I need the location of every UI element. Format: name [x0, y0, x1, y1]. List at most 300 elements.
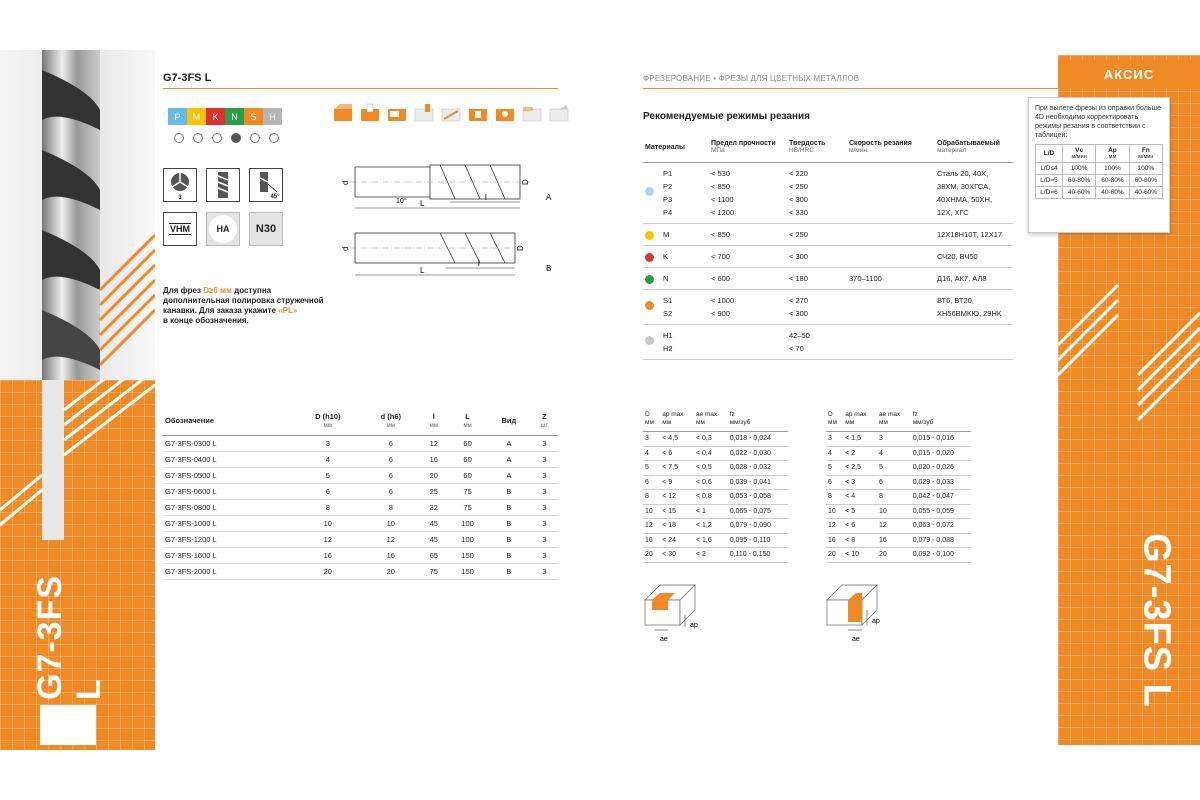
speed-value-cell	[847, 224, 935, 246]
ha-tile	[206, 212, 240, 246]
table-cell: 60	[448, 436, 487, 452]
col-z: Z шт	[531, 408, 558, 436]
table-cell: L/D≤4	[1036, 163, 1063, 175]
note-text: канавки. Для заказа укажите	[163, 306, 279, 315]
workpiece-material-cell	[935, 246, 1013, 268]
table-row	[163, 468, 558, 484]
dim-l-b: l	[478, 259, 480, 268]
table-row	[163, 484, 558, 500]
table-cell: B	[487, 484, 531, 500]
helix-flute-icon	[213, 170, 233, 200]
op-slot-icon	[332, 101, 354, 123]
ld-header-name: Ap	[1108, 147, 1117, 154]
dim-l-a: l	[485, 193, 487, 202]
col-designation: Обозначение	[163, 408, 293, 436]
dimensions-table	[163, 408, 558, 580]
op-helical-icon	[494, 101, 516, 123]
material-group-row	[643, 268, 1013, 290]
col-speed: Скорость резания м/мин.	[847, 136, 935, 163]
feed-header-line: мм	[845, 419, 855, 426]
table-cell: 32	[419, 500, 448, 516]
table-cell: G7-3FS-1600 L	[163, 548, 293, 564]
ld-header-name: L/D	[1043, 150, 1055, 157]
table-cell: 60	[448, 468, 487, 484]
table-cell: 60-80%	[1096, 175, 1129, 187]
table-cell: < 7,5	[660, 461, 694, 476]
table-cell: 6	[362, 484, 419, 500]
table-cell: < 12	[660, 490, 694, 505]
suitability-s	[250, 133, 260, 143]
col-materials: Материалы	[643, 136, 709, 163]
flutes-tile	[163, 168, 197, 202]
table-row	[1036, 175, 1163, 187]
right-corner-box	[1118, 745, 1200, 800]
workpiece-material-cell	[935, 290, 1013, 325]
table-cell: 4	[877, 446, 911, 461]
table-cell: 16	[362, 548, 419, 564]
table-row	[1036, 163, 1163, 175]
feed-header-line: мм	[662, 419, 672, 426]
table-cell: 75	[419, 564, 448, 580]
hardness-value: 42–50	[789, 331, 810, 340]
dim-D-a: D	[521, 179, 530, 185]
material-code: P1	[663, 169, 673, 178]
strength-value-cell	[709, 246, 787, 268]
workpiece-material: ХН56ВМКЮ, 29НК	[937, 309, 1002, 318]
table-row	[163, 532, 558, 548]
table-cell: < 15	[660, 504, 694, 519]
strength-value: < 700	[711, 252, 730, 261]
table-cell: 60	[448, 452, 487, 468]
table-cell: < 0,5	[694, 461, 728, 476]
table-cell: 4	[643, 446, 660, 461]
group-color-cell	[643, 224, 661, 246]
col-d: d (h6) мм	[362, 408, 419, 436]
op-plunge-icon	[467, 101, 489, 123]
table-cell: 3	[531, 468, 558, 484]
feed-header-line: мм	[695, 419, 705, 426]
strength-value-cell	[709, 224, 787, 246]
table-row	[826, 446, 971, 461]
ld-header	[1036, 145, 1063, 163]
hardness-value: < 300	[789, 309, 808, 318]
page-title: G7-3FS L	[163, 72, 212, 84]
suitability-m	[193, 133, 203, 143]
drawing-type-b	[330, 225, 560, 285]
feed-header	[660, 410, 694, 432]
table-cell: 0,095 - 0,110	[728, 533, 788, 548]
table-row	[643, 446, 788, 461]
type-b-label: B	[546, 264, 552, 273]
material-group-dot	[645, 187, 654, 196]
vhm-tile	[163, 212, 197, 246]
table-cell: < 3	[843, 475, 877, 490]
table-cell: 0,029 - 0,033	[911, 475, 971, 490]
feed-header	[877, 410, 911, 432]
polishing-note	[163, 286, 343, 326]
strength-value-cell	[709, 268, 787, 290]
workpiece-material: 12Х18Н10Т, 12Х17	[937, 230, 1003, 239]
speed-value: 370–1100	[849, 274, 882, 283]
feed-header-line: D	[645, 411, 650, 418]
table-cell: G7-3FS-0300 L	[163, 436, 293, 452]
group-color-cell	[643, 268, 661, 290]
table-cell: 6	[362, 468, 419, 484]
table-cell: 3	[293, 436, 362, 452]
helix-angle-value: 45°	[270, 194, 280, 200]
table-row	[826, 519, 971, 534]
brand-band	[1058, 60, 1200, 88]
dim-d-b: d	[341, 246, 350, 251]
right-vertical-title: G7-3FS L	[1135, 532, 1178, 708]
material-group-row	[643, 224, 1013, 246]
table-cell: 16	[419, 452, 448, 468]
material-code-cell	[661, 290, 709, 325]
ap-label-2: ap	[872, 618, 880, 625]
table-cell: 16	[877, 533, 911, 548]
material-code-cell	[661, 325, 709, 360]
helix-tile	[206, 168, 240, 202]
table-cell: G7-3FS-0400 L	[163, 452, 293, 468]
left-corner-box	[40, 705, 96, 745]
table-cell: L/D=5	[1036, 175, 1063, 187]
feed-header	[826, 410, 843, 432]
table-cell: 100%	[1096, 163, 1129, 175]
feed-header	[843, 410, 877, 432]
table-cell: 12	[826, 519, 843, 534]
hardness-value: < 300	[789, 195, 808, 204]
material-code: H1	[663, 331, 673, 340]
table-cell: < 6	[660, 446, 694, 461]
table-row	[163, 516, 558, 532]
table-row	[643, 533, 788, 548]
hardness-value: < 220	[789, 169, 808, 178]
table-cell: 3	[531, 484, 558, 500]
table-cell: B	[487, 516, 531, 532]
table-cell: 3	[531, 532, 558, 548]
ae-label-2: ae	[852, 636, 860, 643]
hardness-value-cell	[787, 268, 847, 290]
table-cell: 0,015 - 0,016	[911, 432, 971, 447]
workpiece-material-cell	[935, 268, 1013, 290]
table-cell: 100	[448, 532, 487, 548]
hardness-value: < 330	[789, 208, 808, 217]
table-cell: 5	[877, 461, 911, 476]
table-cell: 3	[643, 432, 660, 447]
table-cell: 20	[826, 548, 843, 563]
table-cell: A	[487, 468, 531, 484]
material-code-cell	[661, 246, 709, 268]
flutes-count: 3	[178, 195, 182, 200]
material-code: S1	[663, 296, 673, 305]
feed-header	[728, 410, 788, 432]
chip-n: N	[225, 108, 244, 125]
hardness-value-cell	[787, 224, 847, 246]
table-cell: < 10	[843, 548, 877, 563]
feed-header-line: ap max	[845, 411, 867, 418]
table-cell: 20	[877, 548, 911, 563]
table-cell: < 1,2	[694, 519, 728, 534]
material-code: P3	[663, 195, 673, 204]
table-cell: G7-3FS-0800 L	[163, 500, 293, 516]
feed-header-line: мм/зуб	[912, 419, 934, 426]
table-cell: 10	[643, 504, 660, 519]
table-cell: 0,079 - 0,090	[728, 519, 788, 534]
table-cell: 0,020 - 0,026	[911, 461, 971, 476]
group-color-cell	[643, 290, 661, 325]
table-cell: 20	[362, 564, 419, 580]
side-milling-sketch	[822, 575, 892, 645]
table-cell: 4	[293, 452, 362, 468]
workpiece-material: 12Х, ХГС	[937, 208, 969, 217]
helix-angle-tile	[249, 168, 283, 202]
table-cell: 8	[362, 500, 419, 516]
strength-value: < 1000	[711, 296, 735, 305]
note-highlight-pl: «PL»	[278, 306, 298, 315]
table-cell: 3	[826, 432, 843, 447]
table-cell: 16	[643, 533, 660, 548]
table-row	[163, 452, 558, 468]
feed-header-line: ae max	[695, 411, 718, 418]
feed-header-line: ae max	[878, 411, 901, 418]
dimensions-body	[163, 436, 558, 580]
table-cell: 45	[419, 516, 448, 532]
chip-m: M	[187, 108, 206, 125]
table-cell: 6	[362, 452, 419, 468]
table-cell: < 1	[694, 504, 728, 519]
feed-header-line: fz	[729, 411, 735, 418]
strength-value: < 530	[711, 169, 730, 178]
table-row	[826, 504, 971, 519]
table-row	[643, 432, 788, 447]
table-cell: 0,022 - 0,030	[728, 446, 788, 461]
table-cell: 12	[419, 436, 448, 452]
material-code: P4	[663, 208, 673, 217]
strength-value: < 850	[711, 182, 730, 191]
hardness-value-cell	[787, 325, 847, 360]
table-cell: 3	[531, 516, 558, 532]
op-face-icon	[521, 101, 543, 123]
operation-icons	[332, 101, 575, 123]
table-cell: 0,063 - 0,072	[911, 519, 971, 534]
table-row	[826, 490, 971, 505]
op-ramp-icon	[440, 101, 462, 123]
material-group-dot	[645, 301, 654, 310]
table-row	[1036, 187, 1163, 199]
workpiece-material-cell	[935, 224, 1013, 246]
table-cell: 3	[531, 436, 558, 452]
table-cell: 12	[293, 532, 362, 548]
brand-logo: АКСИС	[1103, 66, 1155, 82]
hardness-value: < 270	[789, 296, 808, 305]
col-workpiece: Обрабатываемый материал	[935, 136, 1013, 163]
speed-value-cell	[847, 268, 935, 290]
material-group-row	[643, 290, 1013, 325]
strength-value: < 850	[711, 230, 730, 239]
table-cell: G7-3FS-0500 L	[163, 468, 293, 484]
cutting-modes-body	[643, 163, 1013, 360]
strength-value: < 900	[711, 309, 730, 318]
col-hardness: Твердость HB/HRC	[787, 136, 847, 163]
slot-milling-sketch	[640, 575, 710, 645]
cutting-modes-header	[643, 136, 1013, 163]
feed-header-line: D	[828, 411, 833, 418]
table-cell: 100	[448, 516, 487, 532]
note-text: в конце обозначения.	[163, 316, 249, 325]
speed-value-cell	[847, 290, 935, 325]
table-cell: < 2,5	[843, 461, 877, 476]
hardness-value-cell	[787, 246, 847, 268]
table-row	[643, 490, 788, 505]
table-row	[163, 500, 558, 516]
dim-d-a: d	[341, 180, 350, 185]
table-cell: < 2	[694, 548, 728, 563]
endmill-illustration	[0, 50, 155, 380]
feed-header	[694, 410, 728, 432]
table-cell: 75	[448, 484, 487, 500]
strength-value: < 1200	[711, 208, 735, 217]
group-color-cell	[643, 246, 661, 268]
strength-value-cell	[709, 163, 787, 224]
table-cell: 100%	[1129, 163, 1162, 175]
left-header-line	[163, 88, 558, 89]
table-cell: < 0,4	[694, 446, 728, 461]
table-cell: B	[487, 564, 531, 580]
table-cell: 10	[362, 516, 419, 532]
strength-value: < 1100	[711, 195, 734, 204]
group-color-cell	[643, 163, 661, 224]
table-cell: < 2	[843, 446, 877, 461]
material-code-cell	[661, 224, 709, 246]
table-cell: G7-3FS-0600 L	[163, 484, 293, 500]
table-row	[643, 519, 788, 534]
table-cell: < 4,5	[660, 432, 694, 447]
table-cell: 0,065 - 0,075	[728, 504, 788, 519]
table-cell: < 4	[843, 490, 877, 505]
endmill-photo	[0, 50, 155, 380]
table-cell: < 0,6	[694, 475, 728, 490]
op-chamfer-icon	[548, 101, 570, 123]
table-cell: B	[487, 532, 531, 548]
hardness-value: < 250	[789, 230, 808, 239]
table-cell: < 1,6	[694, 533, 728, 548]
table-cell: G7-3FS-1200 L	[163, 532, 293, 548]
table-cell: 3	[531, 452, 558, 468]
table-row	[163, 564, 558, 580]
table-cell: 6	[362, 436, 419, 452]
table-cell: 20	[643, 548, 660, 563]
table-cell: 40-60%	[1096, 187, 1129, 199]
table-cell: 0,079 - 0,088	[911, 533, 971, 548]
op-contour-icon	[413, 101, 435, 123]
material-code: S2	[663, 309, 673, 318]
table-cell: < 30	[660, 548, 694, 563]
table-cell: 8	[826, 490, 843, 505]
table-cell: 0,053 - 0,058	[728, 490, 788, 505]
ld-header-unit: м/мин	[1071, 154, 1087, 160]
material-group-dot	[645, 253, 654, 262]
feed-table-slot	[643, 410, 788, 563]
table-cell: 3	[531, 500, 558, 516]
table-cell: 45	[419, 532, 448, 548]
hardness-value-cell	[787, 290, 847, 325]
material-code: N	[663, 274, 669, 283]
table-row	[643, 548, 788, 563]
table-cell: < 8	[843, 533, 877, 548]
table-row	[163, 548, 558, 564]
table-cell: 60-80%	[1129, 175, 1162, 187]
table-cell: 10	[826, 504, 843, 519]
ld-header-unit: мм	[1108, 154, 1117, 160]
table-cell: A	[487, 452, 531, 468]
table-cell: 10	[293, 516, 362, 532]
table-row	[826, 432, 971, 447]
table-cell: 5	[643, 461, 660, 476]
table-row	[826, 475, 971, 490]
ha-label: HA	[209, 215, 237, 243]
table-cell: 4	[826, 446, 843, 461]
table-cell: 3	[877, 432, 911, 447]
n30-tile	[249, 212, 283, 246]
table-cell: 0,039 - 0,041	[728, 475, 788, 490]
table-cell: B	[487, 500, 531, 516]
ld-header	[1096, 145, 1129, 163]
table-cell: 10	[877, 504, 911, 519]
table-cell: 8	[643, 490, 660, 505]
material-group-dot	[645, 275, 654, 284]
feed-header-line: мм	[878, 419, 888, 426]
table-cell: 12	[362, 532, 419, 548]
feed-table-side	[826, 410, 971, 563]
suitability-h	[269, 133, 279, 143]
ld-table	[1035, 144, 1163, 199]
ld-header-name: Vc	[1075, 147, 1084, 154]
table-cell: 6	[826, 475, 843, 490]
note-text: Для фрез	[163, 286, 204, 295]
helix-angle-icon	[251, 170, 281, 200]
workpiece-material: СЧ20, ВЧ50	[937, 252, 978, 261]
col-strength: Предел прочности МПа	[709, 136, 787, 163]
n30-label: N30	[255, 223, 277, 235]
hardness-value: < 250	[789, 182, 808, 191]
table-cell: < 9	[660, 475, 694, 490]
feed-header-line: мм/зуб	[729, 419, 751, 426]
table-cell: 0,042 - 0,047	[911, 490, 971, 505]
workpiece-material-cell	[935, 163, 1013, 224]
group-color-cell	[643, 325, 661, 360]
table-cell: 5	[826, 461, 843, 476]
table-cell: 20	[293, 564, 362, 580]
table-cell: 75	[448, 500, 487, 516]
table-cell: A	[487, 436, 531, 452]
table-cell: 8	[877, 490, 911, 505]
table-cell: 40-60%	[1062, 187, 1095, 199]
left-vertical-title: G7-3FS L	[31, 574, 108, 700]
workpiece-material: 40ХНМА, 50ХН,	[937, 195, 993, 204]
table-row	[826, 548, 971, 563]
chip-p: P	[168, 108, 187, 125]
material-group-dot	[645, 336, 654, 345]
table-cell: 8	[293, 500, 362, 516]
chip-h: H	[263, 108, 282, 125]
material-group-row	[643, 163, 1013, 224]
workpiece-material: Сталь 20, 40Х,	[937, 169, 989, 178]
ld-header-name: Fn	[1141, 147, 1150, 154]
suitability-n	[231, 133, 241, 143]
table-cell: 0,028 - 0,032	[728, 461, 788, 476]
three-flute-icon	[167, 170, 193, 200]
table-cell: 0,110 - 0,150	[728, 548, 788, 563]
